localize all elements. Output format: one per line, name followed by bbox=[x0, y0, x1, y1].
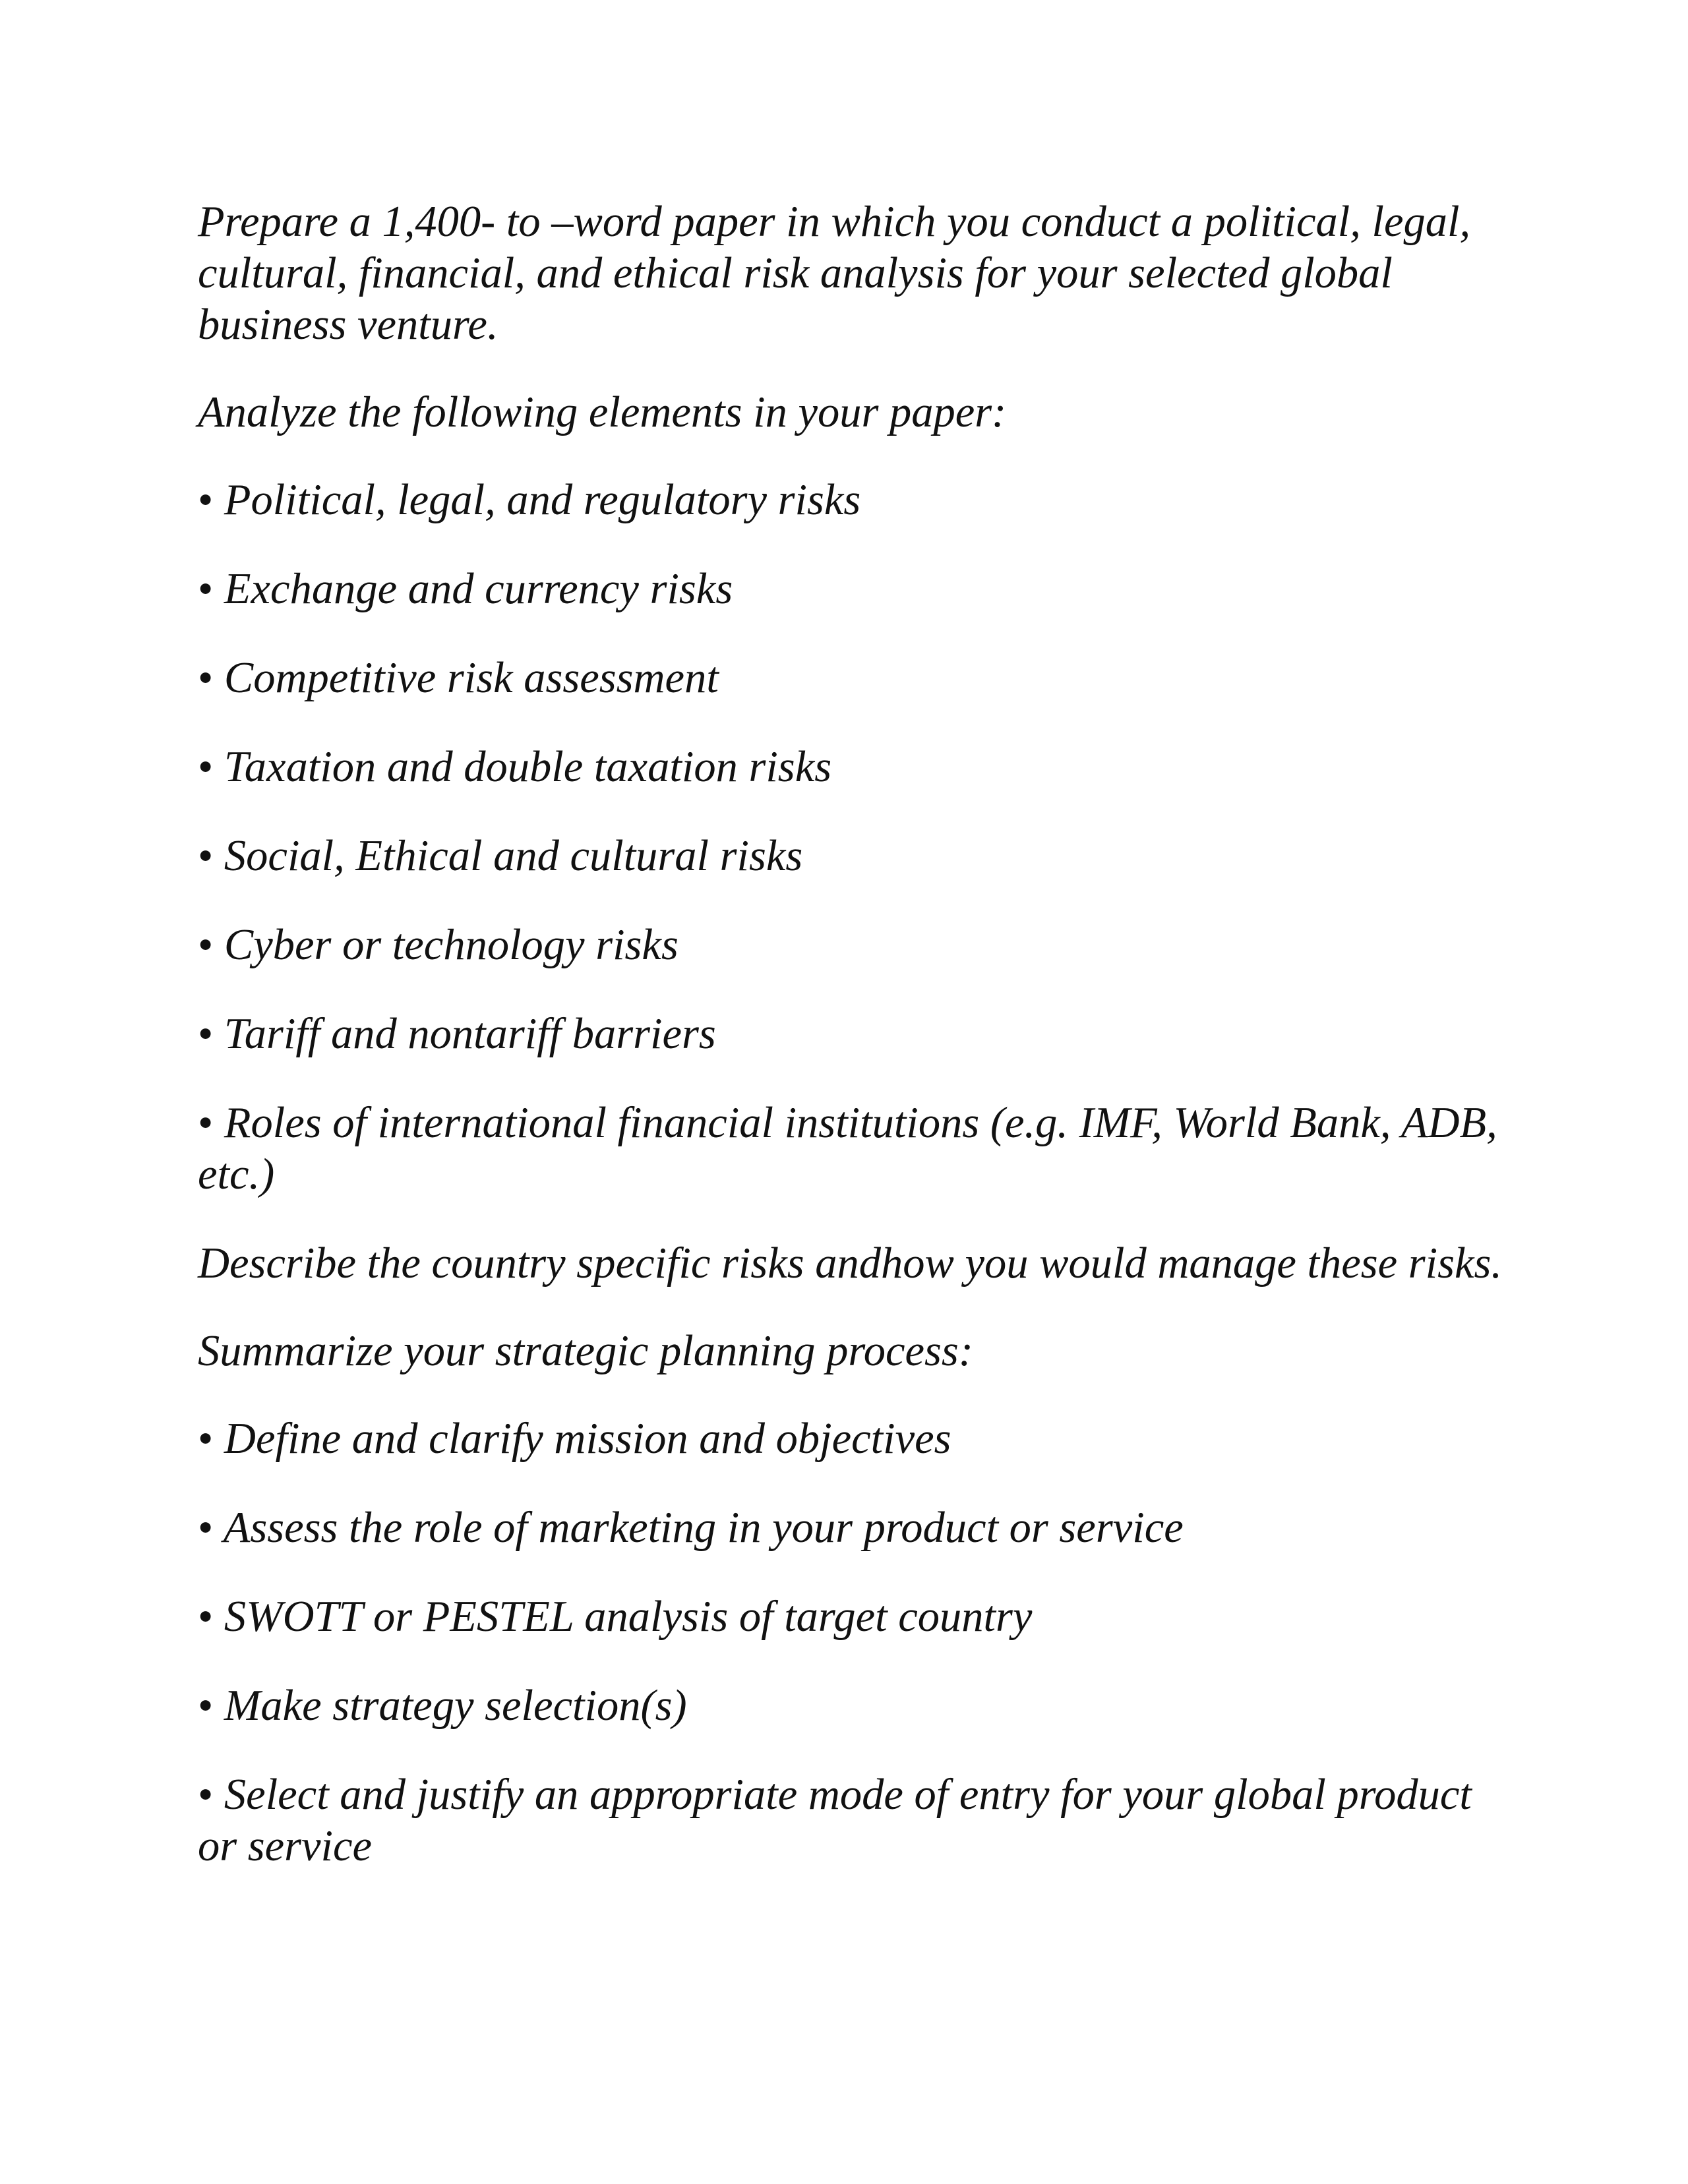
list-item bbox=[198, 1769, 1503, 1872]
list-item bbox=[198, 653, 1503, 704]
bullet-icon: • bbox=[198, 1504, 214, 1552]
list-item bbox=[198, 1502, 1503, 1554]
list-item-text: Cyber or technology risks bbox=[224, 921, 678, 969]
document-body bbox=[198, 196, 1503, 1910]
list-item bbox=[198, 1413, 1503, 1465]
bullet-icon: • bbox=[198, 654, 214, 702]
bullet-icon: • bbox=[198, 743, 214, 791]
list-item-text: Exchange and currency risks bbox=[224, 565, 733, 613]
list-item-text: Define and clarify mission and objectives bbox=[224, 1415, 951, 1463]
bullet-icon: • bbox=[198, 1771, 214, 1819]
list-item bbox=[198, 1680, 1503, 1732]
intro-paragraph: Prepare a 1,400- to –word paper in which you conduct a political, legal, cultural, financial, and ethical risk analysis for your selected global business venture. bbox=[198, 198, 1471, 349]
bullet-icon: • bbox=[198, 1099, 214, 1147]
bullet-icon: • bbox=[198, 1415, 214, 1463]
bullet-icon: • bbox=[198, 476, 214, 524]
summarize-heading: Summarize your strategic planning process: bbox=[198, 1327, 973, 1375]
list-item-text: Competitive risk assessment bbox=[224, 654, 719, 702]
list-item-text: Taxation and double taxation risks bbox=[224, 743, 832, 791]
list-item bbox=[198, 475, 1503, 526]
list-item bbox=[198, 1009, 1503, 1060]
describe-paragraph: Describe the country specific risks andhow you would manage these risks. bbox=[198, 1239, 1503, 1287]
bullet-icon: • bbox=[198, 921, 214, 969]
analyze-heading: Analyze the following elements in your paper: bbox=[198, 388, 1007, 436]
bullet-icon: • bbox=[198, 565, 214, 613]
list-item bbox=[198, 1591, 1503, 1643]
bullet-icon: • bbox=[198, 1593, 214, 1641]
list-item-text: Assess the role of marketing in your product or service bbox=[223, 1504, 1184, 1552]
list-item-text: Social, Ethical and cultural risks bbox=[224, 832, 803, 880]
list-item bbox=[198, 742, 1503, 793]
bullet-icon: • bbox=[198, 832, 214, 880]
list-item-text: Make strategy selection(s) bbox=[224, 1682, 687, 1730]
list-item-text: Select and justify an appropriate mode of entry for your global product or service bbox=[198, 1771, 1472, 1870]
list-item-text: Tariff and nontariff barriers bbox=[224, 1010, 716, 1058]
list-item bbox=[198, 1098, 1503, 1200]
list-item-text: SWOTT or PESTEL analysis of target country bbox=[224, 1593, 1033, 1641]
list-item-text: Roles of international financial institutions (e.g. IMF, World Bank, ADB, etc.) bbox=[198, 1099, 1497, 1198]
list-item bbox=[198, 564, 1503, 615]
list-item bbox=[198, 831, 1503, 882]
list-item-text: Political, legal, and regulatory risks bbox=[224, 476, 861, 524]
list-item bbox=[198, 920, 1503, 971]
bullet-icon: • bbox=[198, 1010, 214, 1058]
bullet-icon: • bbox=[198, 1682, 214, 1730]
